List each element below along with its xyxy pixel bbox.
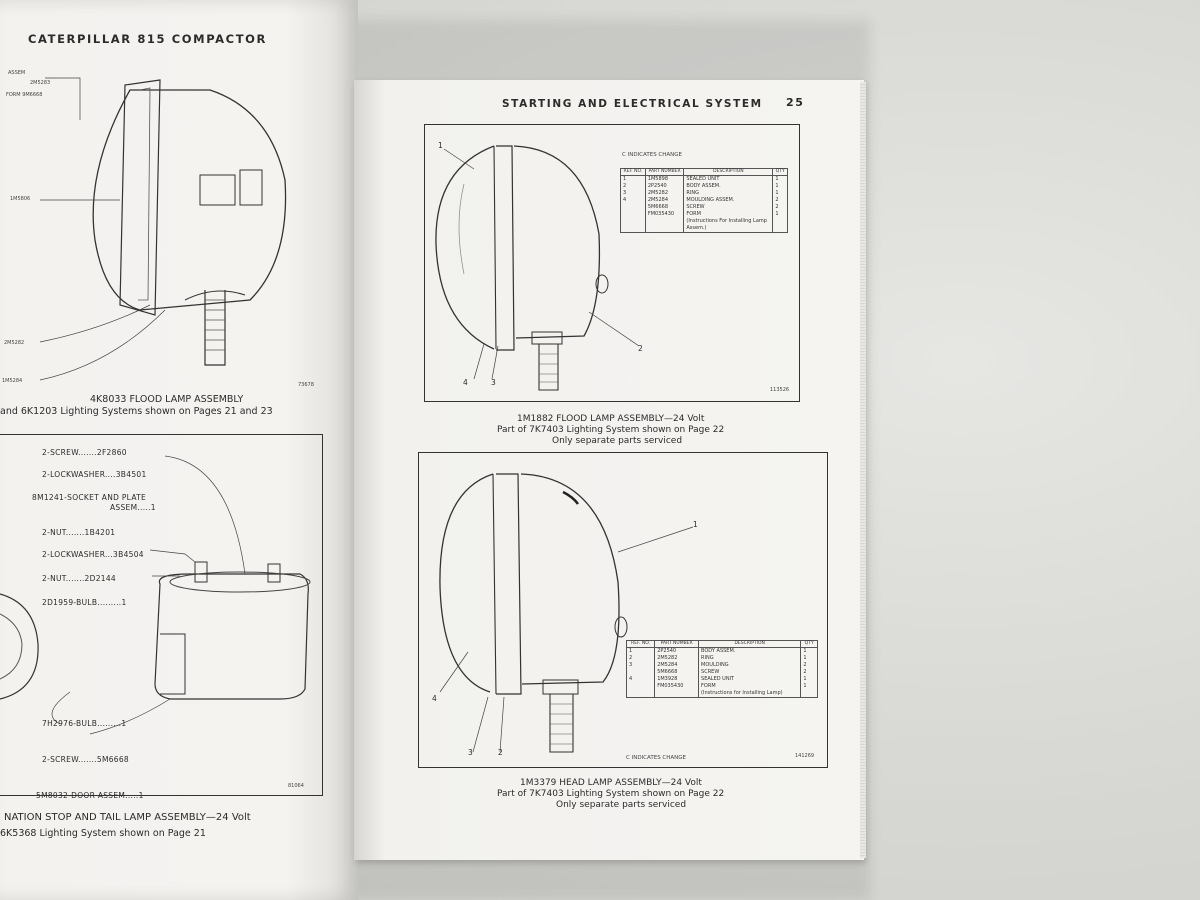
- qty-cell: 2: [773, 204, 788, 211]
- table-row: [621, 190, 788, 197]
- table-row: [621, 211, 788, 218]
- desc-cell: SEALED UNIT: [699, 676, 801, 683]
- right-page-header: STARTING AND ELECTRICAL SYSTEM: [502, 98, 763, 110]
- ref-cell: 2: [627, 655, 655, 662]
- ref-cell: 1: [621, 175, 646, 183]
- fig1-th-desc: DESCRIPTION: [684, 169, 773, 176]
- part-label-10: 2-SCREW.......5M6668: [42, 755, 129, 764]
- part-label-8: 2D1959-BULB.........1: [42, 598, 127, 607]
- page-edge: [860, 82, 866, 858]
- left-top-label-2: 2M5283: [30, 80, 51, 86]
- left-figure-number-bottom: 81064: [288, 783, 304, 789]
- qty-cell: 1: [801, 647, 818, 655]
- left-top-label-1: ASSEM: [8, 70, 26, 76]
- ref-cell: [627, 683, 655, 690]
- ref-cell: 3: [621, 190, 646, 197]
- part-label-7: 2-NUT.......2D2144: [42, 574, 116, 583]
- part-cell: 2P2540: [645, 183, 684, 190]
- qty-cell: 2: [801, 669, 818, 676]
- part-cell: 2M5282: [655, 655, 699, 662]
- part-cell: 2M5284: [655, 662, 699, 669]
- part-cell: 5M6668: [645, 204, 684, 211]
- fig1-figure-number: 113526: [770, 387, 790, 393]
- left-mid-label-1: 1M5806: [10, 196, 31, 202]
- part-label-3: 8M1241-SOCKET AND PLATE: [32, 493, 147, 502]
- fig1-callout-1: 1: [438, 141, 443, 150]
- desc-cell: BODY ASSEM.: [699, 647, 801, 655]
- qty-cell: 2: [773, 197, 788, 204]
- fig1-caption-line3: Only separate parts serviced: [552, 436, 683, 446]
- qty-cell: 1: [773, 183, 788, 190]
- fig2-callout-3: 3: [468, 748, 473, 757]
- desc-cell: RING: [699, 655, 801, 662]
- ref-cell: 4: [621, 197, 646, 204]
- qty-cell: 1: [801, 655, 818, 662]
- desc-cell: SEALED UNIT: [684, 175, 773, 183]
- table-row: [627, 647, 818, 655]
- fig1-caption-line2: Part of 7K7403 Lighting System shown on Page 22: [497, 425, 725, 435]
- part-cell: 2P2540: [655, 647, 699, 655]
- left-page: [0, 0, 358, 900]
- part-label-1: 2-SCREW.......2F2860: [42, 448, 127, 457]
- left-top-label-3: FORM 9M6668: [6, 92, 43, 98]
- desc-cell: SCREW: [684, 204, 773, 211]
- part-cell: 2M5284: [645, 197, 684, 204]
- ref-cell: [621, 204, 646, 211]
- ref-cell: [627, 669, 655, 676]
- table-row: [627, 662, 818, 669]
- left-page-header: CATERPILLAR 815 COMPACTOR: [28, 32, 267, 46]
- qty-cell: 1: [801, 676, 818, 683]
- qty-cell: [773, 225, 788, 233]
- desc-cell: FORM: [684, 211, 773, 218]
- ref-cell: 2: [621, 183, 646, 190]
- part-label-6: 2-LOCKWASHER...3B4504: [42, 550, 144, 559]
- table-row: [621, 183, 788, 190]
- desc-cell: (Instructions for Installing Lamp): [699, 690, 801, 698]
- right-page-number: 25: [786, 96, 805, 109]
- part-label-11: 5M8032-DOOR ASSEM.....1: [36, 791, 144, 800]
- fig1-th-part: PART NUMBER: [645, 169, 684, 176]
- fig1-th-qty: QTY: [773, 169, 788, 176]
- desc-cell: FORM: [699, 683, 801, 690]
- fig1-parts-table: [620, 168, 788, 233]
- part-cell: [655, 690, 699, 698]
- ref-cell: [627, 690, 655, 698]
- qty-cell: 1: [773, 211, 788, 218]
- left-figure-number-top: 73678: [298, 382, 314, 388]
- qty-cell: 1: [773, 190, 788, 197]
- left-caption-bottom-line1: NATION STOP AND TAIL LAMP ASSEMBLY—24 Volt: [4, 812, 251, 823]
- table-row: [621, 175, 788, 183]
- table-row: [621, 204, 788, 211]
- part-label-4: ASSEM.....1: [110, 503, 156, 512]
- tail-lamp-drawing: [0, 434, 358, 794]
- part-cell: [645, 225, 684, 233]
- fig2-caption-line2: Part of 7K7403 Lighting System shown on Page 22: [497, 789, 725, 799]
- fig2-callout-1: 1: [693, 520, 698, 529]
- fig1-callout-4: 4: [463, 378, 468, 387]
- table-row: [627, 676, 818, 683]
- qty-cell: 1: [773, 175, 788, 183]
- ref-cell: 1: [627, 647, 655, 655]
- desc-cell: RING: [684, 190, 773, 197]
- left-mid-label-2: 2M5282: [4, 340, 25, 346]
- part-cell: 5M6668: [655, 669, 699, 676]
- desc-cell: BODY ASSEM.: [684, 183, 773, 190]
- part-cell: FM035430: [645, 211, 684, 218]
- left-caption-top-line1: 4K8033 FLOOD LAMP ASSEMBLY: [90, 394, 244, 405]
- fig2-th-qty: QTY: [801, 641, 818, 648]
- qty-cell: [773, 218, 788, 225]
- fig2-caption-line1: 1M3379 HEAD LAMP ASSEMBLY—24 Volt: [520, 778, 702, 788]
- qty-cell: 1: [801, 683, 818, 690]
- fig2-th-desc: DESCRIPTION: [699, 641, 801, 648]
- left-mid-label-3: 1M5284: [2, 378, 23, 384]
- fig1-callout-3: 3: [491, 378, 496, 387]
- qty-cell: [801, 690, 818, 698]
- fig1-callout-2: 2: [638, 344, 643, 353]
- part-cell: 1M5898: [645, 175, 684, 183]
- qty-cell: 2: [801, 662, 818, 669]
- desc-cell: Assem.): [684, 225, 773, 233]
- left-caption-bottom-line2: 6K5368 Lighting System shown on Page 21: [0, 828, 206, 839]
- ref-cell: 4: [627, 676, 655, 683]
- fig2-callout-4: 4: [432, 694, 437, 703]
- part-cell: [645, 218, 684, 225]
- table-row: [621, 218, 788, 225]
- fig2-th-part: PART NUMBER: [655, 641, 699, 648]
- flood-lamp-drawing: [424, 124, 798, 400]
- desc-cell: MOULDING ASSEM.: [684, 197, 773, 204]
- table-row: [621, 225, 788, 233]
- table-row: [627, 690, 818, 698]
- table-row: [627, 669, 818, 676]
- part-cell: 2M5282: [645, 190, 684, 197]
- left-caption-top-line2: and 6K1203 Lighting Systems shown on Pages 21 and 23: [0, 406, 273, 417]
- part-cell: 1M3928: [655, 676, 699, 683]
- fig2-callout-2: 2: [498, 748, 503, 757]
- desc-cell: MOULDING: [699, 662, 801, 669]
- table-row: [621, 197, 788, 204]
- part-label-5: 2-NUT.......1B4201: [42, 528, 116, 537]
- head-lamp-drawing: [418, 452, 826, 766]
- table-row: [627, 683, 818, 690]
- fig2-caption-line3: Only separate parts serviced: [556, 800, 687, 810]
- flood-lamp-drawing-left: [0, 0, 358, 420]
- fig1-th-ref: REF. NO.: [621, 169, 646, 176]
- ref-cell: [621, 211, 646, 218]
- desc-cell: SCREW: [699, 669, 801, 676]
- part-label-9: 7H2976-BULB.........1: [42, 719, 127, 728]
- fig2-table-note: C INDICATES CHANGE: [626, 755, 687, 761]
- part-cell: FM035430: [655, 683, 699, 690]
- fig1-table-note: C INDICATES CHANGE: [622, 152, 683, 158]
- fig1-caption-line1: 1M1882 FLOOD LAMP ASSEMBLY—24 Volt: [517, 414, 705, 424]
- ref-cell: [621, 218, 646, 225]
- desc-cell: (Instructions For Installing Lamp: [684, 218, 773, 225]
- table-row: [627, 655, 818, 662]
- fig2-figure-number: 141269: [795, 753, 815, 759]
- ref-cell: 3: [627, 662, 655, 669]
- ref-cell: [621, 225, 646, 233]
- part-label-2: 2-LOCKWASHER....3B4501: [42, 470, 147, 479]
- fig2-th-ref: REF. NO.: [627, 641, 655, 648]
- fig2-parts-table: [626, 640, 818, 698]
